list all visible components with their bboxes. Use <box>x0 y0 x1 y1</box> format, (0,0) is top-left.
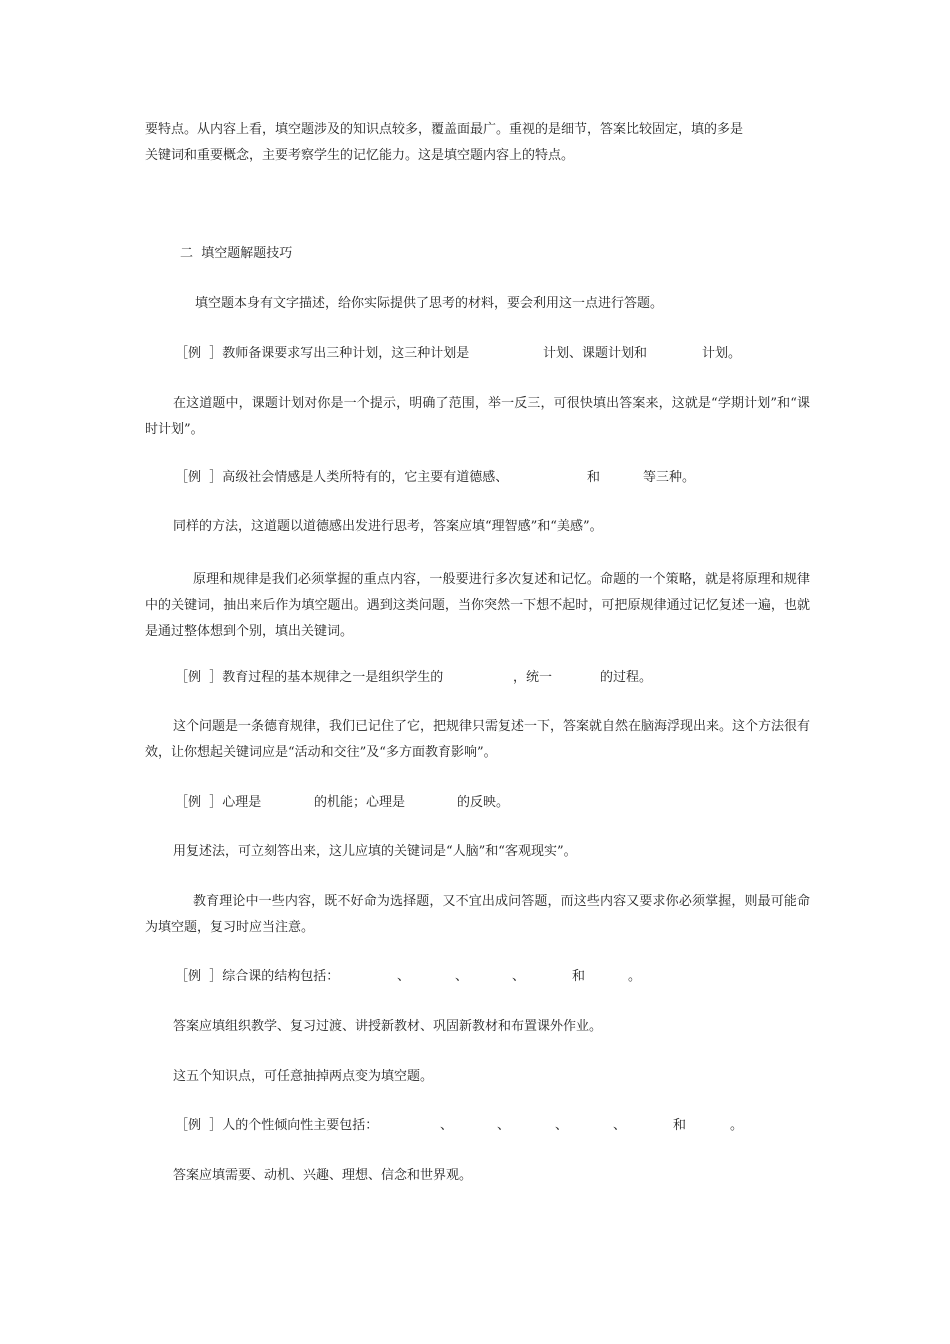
example-1-prefix: ［例 ］教师备课要求写出三种计划，这三种计划是 <box>175 346 470 361</box>
example-1-end: 计划。 <box>702 346 742 361</box>
example-3-prefix: ［例 ］教育过程的基本规律之一是组织学生的 <box>175 670 444 685</box>
example-5-and: 和 <box>572 969 586 984</box>
example-2-end: 等三种。 <box>643 470 696 485</box>
example-6-prefix: ［例 ］人的个性倾向性主要包括： <box>175 1118 379 1133</box>
example-6-separator-3: 、 <box>555 1118 569 1133</box>
example-4-prefix: ［例 ］心理是 <box>175 795 262 810</box>
section-heading: 二 填空题解题技巧 <box>180 246 293 261</box>
example-4-explanation: 用复述法，可立刻答出来，这儿应填的关键词是“人脑”和“客观现实”。 <box>173 844 577 859</box>
example-6-separator-1: 、 <box>440 1118 454 1133</box>
example-3-explanation: 这个问题是一条德育规律，我们已记住了它，把规律只需复述一下，答案就自然在脑海浮现出来。这个方法很有效，让你想起关键词应是“活动和交往”及“多方面教育影响”。 <box>145 719 811 760</box>
example-1-mid: 计划、课题计划和 <box>543 346 648 361</box>
principle-paragraph: 原理和规律是我们必须掌握的重点内容，一般要进行多次复述和记忆。命题的一个策略，就是将原理和规律中的关键词，抽出来后作为填空题出。遇到这类问题，当你突然一下想不起时，可把原规律通过记忆复述一遍，也就是通过整体想到个别，填出关键词。 <box>145 572 810 639</box>
example-6-separator-2: 、 <box>497 1118 511 1133</box>
example-3-end: 的过程。 <box>600 670 653 685</box>
example-5-end: 。 <box>628 969 642 984</box>
example-5-separator-3: 、 <box>512 969 526 984</box>
example-5-prefix: ［例 ］综合课的结构包括： <box>175 969 340 984</box>
example-5-note: 这五个知识点，可任意抽掉两点变为填空题。 <box>173 1069 434 1084</box>
example-6-separator-4: 、 <box>613 1118 627 1133</box>
example-6-end: 。 <box>730 1118 744 1133</box>
section-intro-text: 填空题本身有文字描述，给你实际提供了思考的材料，要会利用这一点进行答题。 <box>195 296 664 311</box>
example-4-end: 的反映。 <box>457 795 510 810</box>
example-2-mid: 和 <box>587 470 601 485</box>
intro-line-1: 要特点。从内容上看，填空题涉及的知识点较多，覆盖面最广。重视的是细节，答案比较固定，填的多是 <box>145 122 744 137</box>
example-6-answer: 答案应填需要、动机、兴趣、理想、信念和世界观。 <box>173 1168 473 1183</box>
example-5-separator-2: 、 <box>455 969 469 984</box>
theory-paragraph: 教育理论中一些内容，既不好命为选择题，又不宜出成问答题，而这些内容又要求你必须掌握，则最可能命为填空题，复习时应当注意。 <box>145 894 810 935</box>
example-6-and: 和 <box>673 1118 687 1133</box>
example-4-mid: 的机能；心理是 <box>314 795 406 810</box>
example-5-separator-1: 、 <box>397 969 411 984</box>
example-1-explanation: 在这道题中，课题计划对你是一个提示，明确了范围，举一反三，可很快填出答案来，这就是“学期计划”和“课时计划”。 <box>145 396 810 437</box>
example-2-prefix: ［例 ］高级社会情感是人类所特有的，它主要有道德感、 <box>175 470 509 485</box>
example-3-mid: ，统一 <box>513 670 553 685</box>
intro-line-2: 关键词和重要概念，主要考察学生的记忆能力。这是填空题内容上的特点。 <box>145 148 575 163</box>
example-5-answer: 答案应填组织教学、复习过渡、讲授新教材、巩固新教材和布置课外作业。 <box>173 1019 603 1034</box>
example-2-explanation: 同样的方法，这道题以道德感出发进行思考，答案应填“理智感”和“美感”。 <box>173 519 603 534</box>
